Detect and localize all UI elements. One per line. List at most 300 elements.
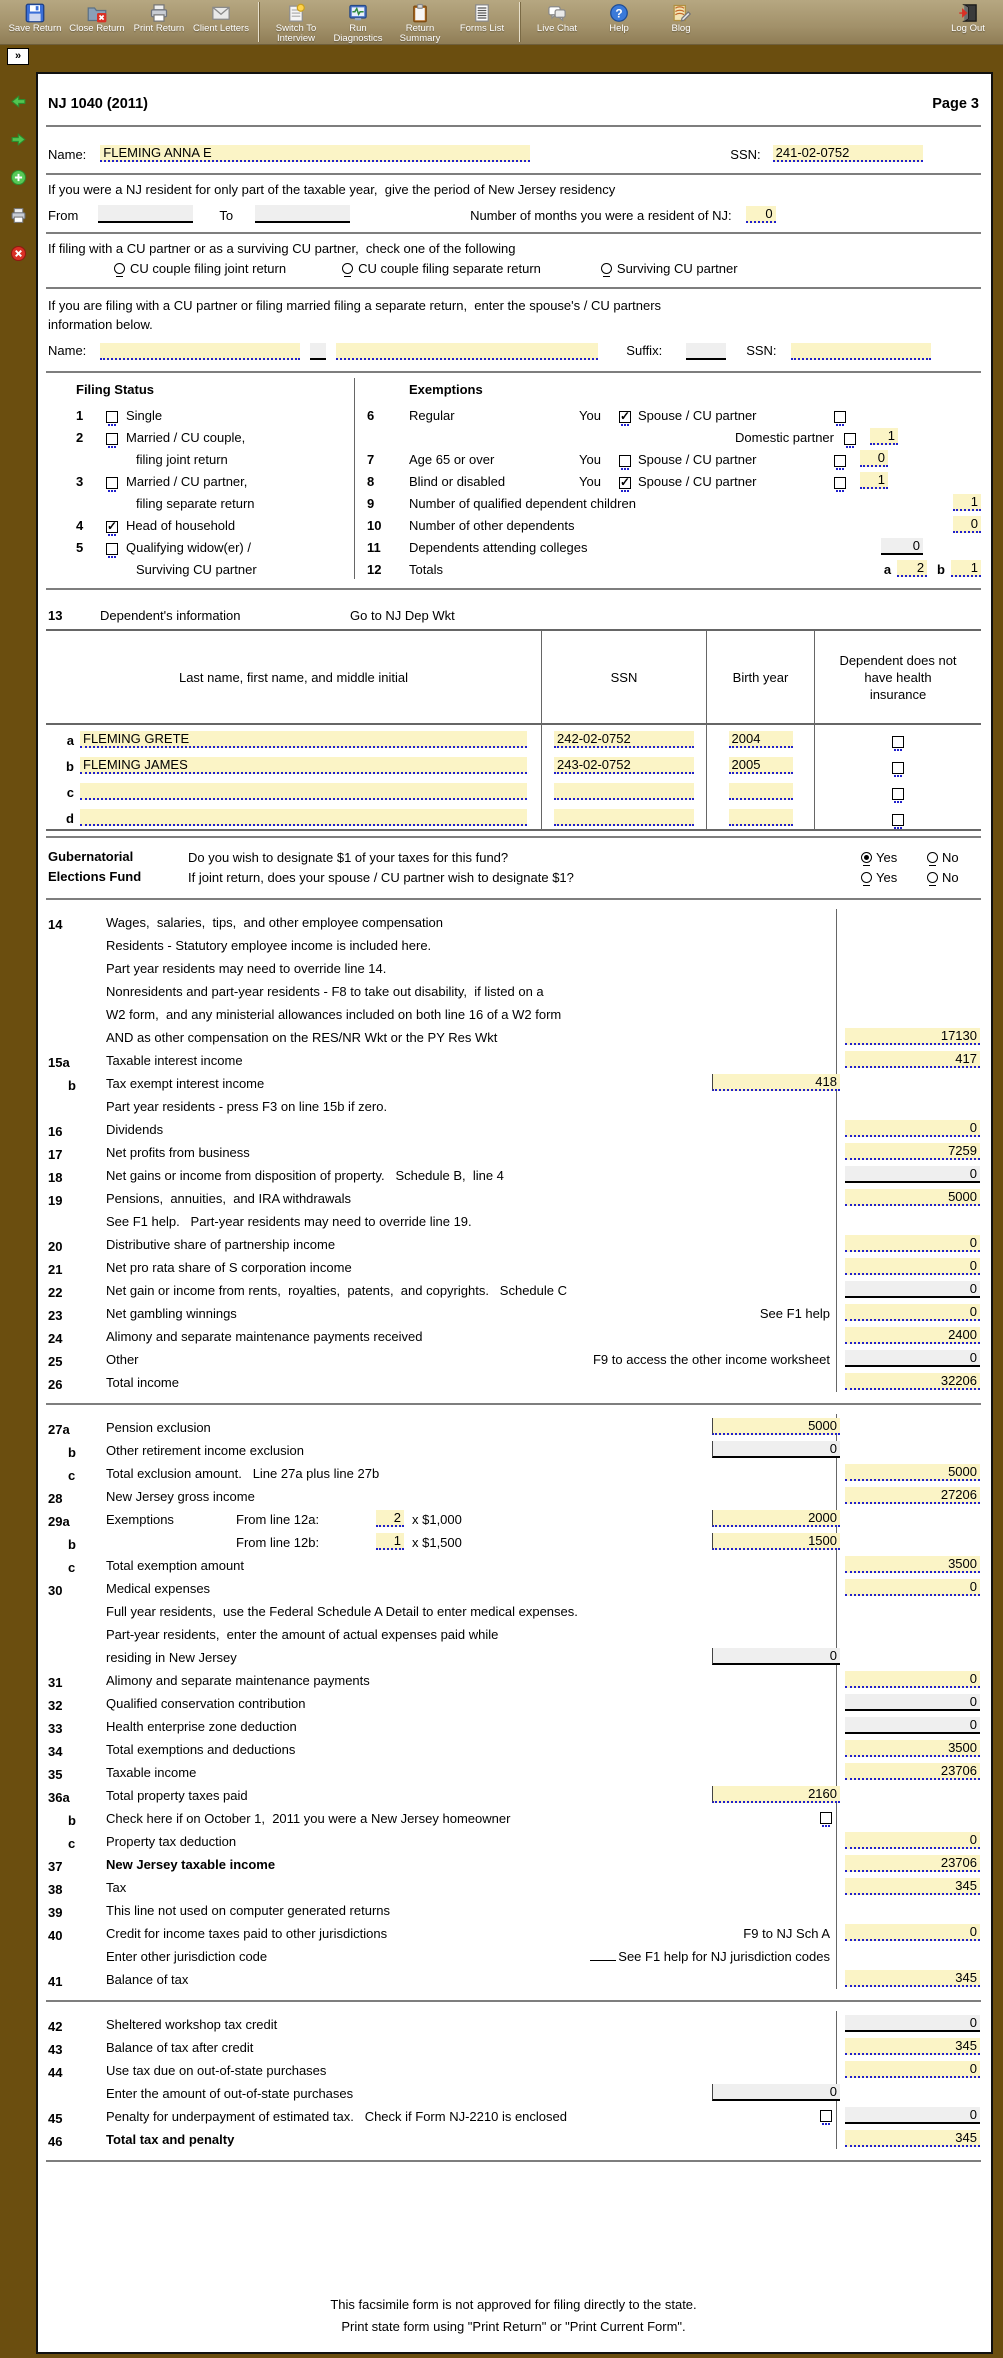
line-36a-amount[interactable]: 2160 (712, 1786, 840, 1803)
line-label: Sheltered workshop tax credit (106, 2017, 278, 2032)
radio-icon[interactable] (861, 872, 872, 883)
form-line-26 (46, 1369, 981, 1392)
toolbar-button-live-chat[interactable] (526, 0, 588, 44)
amount-column (836, 1139, 981, 1162)
expand-panel-button[interactable]: » (7, 48, 29, 65)
col-header-birth-year: Birth year (706, 631, 814, 723)
exemptions-column (355, 378, 981, 579)
form-note-line (46, 1598, 981, 1621)
line-label: Medical expenses (106, 1581, 211, 1596)
form-line-14 (46, 909, 981, 932)
dependent-birth-year-field[interactable] (729, 783, 793, 800)
amount-column (836, 1552, 981, 1575)
line-note-amount[interactable]: 17130 (845, 1028, 980, 1045)
dependent-no-insurance-checkbox[interactable] (892, 814, 904, 826)
form-note-line (46, 978, 981, 1001)
radio-icon[interactable] (114, 263, 125, 274)
regular-exemptions-value[interactable]: 1 (870, 428, 898, 445)
spouse-age65-checkbox[interactable] (834, 455, 846, 467)
line-label: Penalty for underpayment of estimated tax. Check if Form NJ-2210 is enclosed (106, 2109, 567, 2124)
line-number: 36a (48, 1790, 70, 1805)
line-number: 21 (48, 1262, 63, 1277)
toolbar (0, 0, 1003, 45)
form-note-line (46, 1024, 981, 1047)
other-dependents-value[interactable]: 0 (953, 516, 981, 533)
radio-icon[interactable] (927, 852, 938, 863)
line-label: W2 form, and any ministerial allowances included on both line 16 of a W2 form (106, 1007, 562, 1022)
dependent-birth-year-field[interactable]: 2005 (729, 757, 793, 774)
line-label: Residents - Statutory employee income is included here. (106, 938, 432, 953)
dependent-row-letter: a (66, 733, 74, 748)
filing-status-number: 3 (76, 474, 84, 489)
spouse-blind-checkbox[interactable] (834, 477, 846, 489)
filing-status-list (76, 401, 354, 577)
line-45-checkbox[interactable] (820, 2110, 832, 2122)
filing-status-label: Head of household (126, 518, 236, 533)
line-label: New Jersey gross income (106, 1489, 255, 1504)
line-21-amount[interactable]: 0 (845, 1258, 980, 1275)
form-line-30 (46, 1575, 981, 1598)
dependent-row-letter: d (66, 811, 74, 826)
form-line-38 (46, 1874, 981, 1897)
line-label: Alimony and separate maintenance payments (106, 1673, 370, 1688)
line-18-amount: 0 (845, 1166, 980, 1183)
filing-status-item-head-of-household (76, 511, 354, 533)
line-b-amount[interactable]: 1500 (712, 1533, 840, 1550)
form-line-45 (46, 2103, 981, 2126)
jurisdiction-code-field[interactable] (590, 1950, 616, 1961)
line-number: 24 (48, 1331, 63, 1346)
toolbar-button-forms-list[interactable] (451, 0, 513, 44)
amount-column (836, 1047, 981, 1070)
form-line-c (46, 1828, 981, 1851)
radio-icon[interactable] (861, 852, 872, 863)
amount-column (836, 2057, 981, 2080)
line-label: Nonresidents and part-year residents - F8 to take out disability, if listed on a (106, 984, 544, 999)
line-number: 28 (48, 1491, 63, 1506)
dependent-no-insurance-checkbox[interactable] (892, 762, 904, 774)
dependent-name-field[interactable] (80, 809, 527, 826)
spouse-ssn-field[interactable] (791, 343, 931, 360)
line-label: Distributive share of partnership income (106, 1237, 336, 1252)
line-label: Check here if on October 1, 2011 you were a New Jersey homeowner (106, 1811, 511, 1826)
residency-to-field[interactable] (255, 205, 350, 223)
line-43-amount[interactable]: 345 (845, 2038, 980, 2055)
add-form-icon[interactable] (10, 169, 27, 186)
line-46-amount[interactable]: 345 (845, 2130, 980, 2147)
line-30-amount[interactable]: 0 (845, 1579, 980, 1596)
facsimile-notice-line1: This facsimile form is not approved for filing directly to the state. (330, 2297, 697, 2312)
line-31-amount[interactable]: 0 (845, 1671, 980, 1688)
divider (46, 836, 981, 838)
toolbar-button-label: Save Return (8, 23, 62, 34)
line-23-amount[interactable]: 0 (845, 1304, 980, 1321)
filing-status-checkbox[interactable] (106, 411, 118, 423)
dependent-row-a (46, 725, 981, 751)
dependent-ssn-field[interactable]: 243-02-0752 (554, 757, 694, 774)
line-number: 25 (48, 1354, 63, 1369)
q1-no-option[interactable]: No (927, 850, 979, 865)
gubernatorial-q1: Do you wish to designate $1 of your taxes for this fund? (188, 849, 509, 865)
dependent-birth-year-field[interactable] (729, 809, 793, 826)
col-header-name: Last name, first name, and middle initial (178, 669, 409, 685)
line-label: New Jersey taxable income (106, 1857, 276, 1872)
radio-icon[interactable] (927, 872, 938, 883)
line-b-amount[interactable]: 418 (712, 1074, 840, 1091)
filing-status-checkbox[interactable] (106, 543, 118, 555)
line-number: c (68, 1836, 76, 1851)
tax-penalty-section (46, 2005, 981, 2157)
residency-from-field[interactable] (98, 205, 193, 223)
line-label: Full year residents, use the Federal Schedule A Detail to enter medical expenses. (106, 1604, 578, 1619)
line-24-amount[interactable]: 2400 (845, 1327, 980, 1344)
page-number: Page 3 (932, 96, 979, 112)
line-label: Total exclusion amount. Line 27a plus line 27b (106, 1466, 380, 1481)
dependent-name-field[interactable]: FLEMING GRETE (80, 731, 527, 748)
toolbar-button-label: Run Diagnostics (333, 23, 383, 44)
toolbar-button-label: Blog (671, 23, 691, 34)
line-25-amount: 0 (845, 1350, 980, 1367)
toolbar-button-run-diagnostics[interactable] (327, 0, 389, 44)
filing-status-item-single (76, 401, 354, 423)
exemption-row-11: 11 Dependents attending colleges 0 (367, 533, 981, 555)
dependent-name-field[interactable]: FLEMING JAMES (80, 757, 527, 774)
exemption-row-9: 9 Number of qualified dependent children 1 (367, 489, 981, 511)
dependent-row-letter: b (66, 759, 74, 774)
you-regular-checkbox[interactable] (619, 411, 631, 423)
amount-column (836, 1598, 981, 1621)
divider (46, 588, 981, 590)
form-line-b (46, 1805, 981, 1828)
amount-column (836, 1369, 981, 1392)
line-label: See F1 help. Part-year residents may need to override line 19. (106, 1214, 472, 1229)
line-number: 38 (48, 1882, 63, 1897)
you-blind-checkbox[interactable] (619, 477, 631, 489)
print-form-icon[interactable] (10, 207, 27, 224)
facsimile-notice (46, 2284, 981, 2346)
line-34-amount[interactable]: 3500 (845, 1740, 980, 1757)
cu-option-surviving[interactable]: Surviving CU partner (601, 261, 738, 276)
line-42-amount: 0 (845, 2015, 980, 2032)
toolbar-button-label: Help (609, 23, 629, 34)
filing-status-checkbox[interactable] (106, 521, 118, 533)
multiplier-label: x $1,000 (412, 1512, 462, 1527)
divider (46, 173, 981, 175)
amount-column (836, 1966, 981, 1989)
line-29a-amount[interactable]: 2000 (712, 1510, 840, 1527)
toolbar-button-log-out[interactable] (937, 0, 999, 44)
delete-form-icon[interactable] (10, 245, 27, 262)
form-note-line (46, 1943, 981, 1966)
blind-exemptions-value[interactable]: 1 (860, 472, 888, 489)
line-15a-amount[interactable]: 417 (845, 1051, 980, 1068)
close-icon (87, 3, 107, 23)
amount-column (836, 2126, 981, 2149)
line-13-label: Dependent's information (100, 608, 241, 623)
line-28-amount[interactable]: 27206 (845, 1487, 980, 1504)
form-line-20 (46, 1231, 981, 1254)
line-label: Taxable interest income (106, 1053, 243, 1068)
line-20-amount[interactable]: 0 (845, 1235, 980, 1252)
toolbar-separator (258, 2, 259, 42)
line-22-amount: 0 (845, 1281, 980, 1298)
line-c-amount[interactable]: 0 (845, 1832, 980, 1849)
line-number: 42 (48, 2019, 63, 2034)
amount-column (836, 1116, 981, 1139)
save-icon (25, 3, 45, 23)
form-line-c (46, 1552, 981, 1575)
line-label: Other retirement income exclusion (106, 1443, 304, 1458)
line-number: 33 (48, 1721, 63, 1736)
radio-icon[interactable] (601, 263, 612, 274)
line-hint-label: F9 to access the other income worksheet (592, 1352, 830, 1367)
spouse-mi-field[interactable] (310, 343, 326, 360)
amount-column (836, 1437, 981, 1460)
live-chat-icon (547, 3, 567, 23)
filing-status-heading: Filing Status (76, 382, 154, 397)
line-32-amount: 0 (845, 1694, 980, 1711)
line-b-amount: 0 (712, 1441, 840, 1458)
dependent-row-c (46, 777, 981, 803)
amount-column (836, 1943, 981, 1966)
line-label: Use tax due on out-of-state purchases (106, 2063, 327, 2078)
line-37-amount[interactable]: 23706 (845, 1855, 980, 1872)
line-label: Net profits from business (106, 1145, 250, 1160)
amount-column (836, 1644, 981, 1667)
line-19-amount[interactable]: 5000 (845, 1189, 980, 1206)
months-resident-field[interactable]: 0 (746, 206, 776, 223)
toolbar-button-label: Close Return (69, 23, 125, 34)
divider (46, 1403, 981, 1405)
q2-yes-option[interactable]: Yes (861, 870, 927, 885)
amount-column (836, 1483, 981, 1506)
form-line-44 (46, 2057, 981, 2080)
form-line-b (46, 1529, 981, 1552)
taxpayer-name-field[interactable]: FLEMING ANNA E (100, 145, 530, 162)
amount-column (836, 1782, 981, 1805)
form-line-18 (46, 1162, 981, 1185)
dependent-row-b (46, 751, 981, 777)
line-38-amount[interactable]: 345 (845, 1878, 980, 1895)
q2-no-option[interactable]: No (927, 870, 979, 885)
back-arrow-icon[interactable] (10, 93, 27, 110)
cu-options (48, 261, 979, 276)
line-label: Qualified conservation contribution (106, 1696, 306, 1711)
line-c-amount[interactable]: 5000 (845, 1464, 980, 1481)
line-number: 39 (48, 1905, 63, 1920)
line-27a-amount[interactable]: 5000 (712, 1418, 840, 1435)
form-line-42 (46, 2011, 981, 2034)
cu-option-separate[interactable]: CU couple filing separate return (342, 261, 541, 276)
form-line-29a (46, 1506, 981, 1529)
amount-column (836, 1093, 981, 1116)
spouse-first-name-field[interactable] (100, 343, 300, 360)
cu-heading: If filing with a CU partner or as a surviving CU partner, check one of the following (48, 241, 516, 256)
cu-option-joint[interactable]: CU couple filing joint return (114, 261, 286, 276)
cu-partner-section (46, 237, 981, 284)
college-dependents-value: 0 (881, 538, 923, 555)
line-number: 26 (48, 1377, 63, 1392)
line-40-amount[interactable]: 0 (845, 1924, 980, 1941)
dependent-ssn-field[interactable] (554, 783, 694, 800)
line-number: c (68, 1468, 76, 1483)
dependent-ssn-field[interactable]: 242-02-0752 (554, 731, 694, 748)
line-17-amount[interactable]: 7259 (845, 1143, 980, 1160)
amount-column (836, 1346, 981, 1369)
forward-arrow-icon[interactable] (10, 131, 27, 148)
amount-column (836, 1460, 981, 1483)
line-number: 34 (48, 1744, 63, 1759)
amount-column (836, 1001, 981, 1024)
line-sublabel: From line 12b: (236, 1535, 320, 1550)
dependent-no-insurance-checkbox[interactable] (892, 788, 904, 800)
amount-column (836, 1667, 981, 1690)
form-note-line (46, 955, 981, 978)
toolbar-button-help[interactable] (588, 0, 650, 44)
line-b-checkbox[interactable] (820, 1812, 832, 1824)
form-line-37 (46, 1851, 981, 1874)
line-c-amount[interactable]: 3500 (845, 1556, 980, 1573)
line-label: Net gambling winnings (106, 1306, 237, 1321)
amount-column (836, 2080, 981, 2103)
line-number: 46 (48, 2134, 63, 2149)
age65-exemptions-value[interactable]: 0 (860, 450, 888, 467)
amount-column (836, 1874, 981, 1897)
line-number: b (68, 1445, 76, 1460)
filing-status-number: 2 (76, 430, 84, 445)
line-44-amount[interactable]: 0 (845, 2061, 980, 2078)
line-number: 45 (48, 2111, 63, 2126)
facsimile-notice-line2: Print state form using "Print Return" or "Print Current Form". (341, 2319, 686, 2334)
line-label: Total exemptions and deductions (106, 1742, 296, 1757)
q1-yes-option[interactable]: Yes (861, 850, 927, 865)
form-line-43 (46, 2034, 981, 2057)
toolbar-button-print-return[interactable] (128, 0, 190, 44)
dependents-table (46, 629, 981, 831)
dependents-table-body (46, 725, 981, 829)
line-number: 41 (48, 1974, 63, 1989)
amount-column (836, 1713, 981, 1736)
line-label: Health enterprise zone deduction (106, 1719, 297, 1734)
line-label: Balance of tax after credit (106, 2040, 254, 2055)
domestic-partner-checkbox[interactable] (844, 433, 856, 445)
dependent-birth-year-field[interactable]: 2004 (729, 731, 793, 748)
exemptions-heading: Exemptions (409, 382, 483, 397)
spouse-last-name-field[interactable] (336, 343, 598, 360)
line-41-amount[interactable]: 345 (845, 1970, 980, 1987)
line-35-amount[interactable]: 23706 (845, 1763, 980, 1780)
filing-status-label: Married / CU partner, (126, 474, 248, 489)
line-33-amount: 0 (845, 1717, 980, 1734)
toolbar-button-return-summary[interactable] (389, 0, 451, 44)
line-label: Part-year residents, enter the amount of actual expenses paid while (106, 1627, 499, 1642)
filing-status-checkbox[interactable] (106, 477, 118, 489)
toolbar-button-client-letters[interactable] (190, 0, 252, 44)
line-label: Enter the amount of out-of-state purchases (106, 2086, 354, 2101)
gubernatorial-title: Gubernatorial Elections Fund (48, 849, 142, 884)
line-number: 19 (48, 1193, 63, 1208)
amount-column (836, 1897, 981, 1920)
exemption-count-field[interactable]: 1 (376, 1533, 404, 1550)
to-label: To (219, 208, 234, 223)
line-label: Tax exempt interest income (106, 1076, 265, 1091)
form-line-25 (46, 1346, 981, 1369)
amount-column (836, 932, 981, 955)
amount-column (836, 2011, 981, 2034)
form-title: NJ 1040 (2011) (48, 96, 148, 112)
amount-column (836, 978, 981, 1001)
col-header-ssn: SSN (541, 631, 706, 723)
filing-status-label-line2: filing separate return (136, 496, 255, 511)
amount-column (836, 1736, 981, 1759)
radio-icon[interactable] (342, 263, 353, 274)
line-label: Total income (106, 1375, 179, 1390)
form-note-line (46, 1644, 981, 1667)
dependents-header-row (46, 593, 981, 627)
taxpayer-ssn-field[interactable]: 241-02-0752 (773, 145, 923, 162)
filing-status-item-qualifying-widow-er- (76, 533, 354, 555)
line-label: Property tax deduction (106, 1834, 237, 1849)
spouse-regular-checkbox[interactable] (834, 411, 846, 423)
toolbar-button-save-return[interactable] (4, 0, 66, 44)
line-label: Net gains or income from disposition of property. Schedule B, line 4 (106, 1168, 504, 1183)
dependent-children-value[interactable]: 1 (953, 494, 981, 511)
totals-a-value[interactable]: 2 (897, 560, 927, 577)
dep-wkt-link[interactable]: Go to NJ Dep Wkt (350, 608, 455, 623)
toolbar-button-close-return[interactable] (66, 0, 128, 44)
form-note-line (46, 1001, 981, 1024)
dependent-name-field[interactable] (80, 783, 527, 800)
form-note-line (46, 932, 981, 955)
spouse-suffix-field[interactable] (686, 343, 726, 360)
toolbar-button-switch-to-interview[interactable] (265, 0, 327, 44)
toolbar-spacer (712, 0, 937, 44)
line-number: 31 (48, 1675, 63, 1690)
line-16-amount[interactable]: 0 (845, 1120, 980, 1137)
amount-column (836, 1506, 981, 1529)
toolbar-button-blog[interactable] (650, 0, 712, 44)
line-26-amount[interactable]: 32206 (845, 1373, 980, 1390)
col-header-health: Dependent does not have health insurance (814, 631, 981, 723)
filing-status-checkbox[interactable] (106, 433, 118, 445)
form-line-34 (46, 1736, 981, 1759)
form-line-41 (46, 1966, 981, 1989)
totals-b-value[interactable]: 1 (951, 560, 981, 577)
divider (46, 2160, 981, 2162)
form-line-40 (46, 1920, 981, 1943)
line-hint-label: See F1 help (759, 1306, 830, 1321)
amount-column (836, 1920, 981, 1943)
you-age65-checkbox[interactable] (619, 455, 631, 467)
logout-icon (958, 3, 978, 23)
line-number: 32 (48, 1698, 63, 1713)
exemption-count-field[interactable]: 2 (376, 1510, 404, 1527)
totals-b-label: b (937, 562, 945, 577)
amount-column (836, 1185, 981, 1208)
amount-column (836, 1851, 981, 1874)
print-icon (149, 3, 169, 23)
form-line-23 (46, 1300, 981, 1323)
form-line-35 (46, 1759, 981, 1782)
line-label: Alimony and separate maintenance payments received (106, 1329, 423, 1344)
line-number: b (68, 1537, 76, 1552)
dependent-no-insurance-checkbox[interactable] (892, 736, 904, 748)
line-number: 37 (48, 1859, 63, 1874)
toolbar-button-label: Return Summary (399, 23, 441, 44)
line-label: Exemptions (106, 1512, 174, 1527)
amount-column (836, 2034, 981, 2057)
dependent-ssn-field[interactable] (554, 809, 694, 826)
